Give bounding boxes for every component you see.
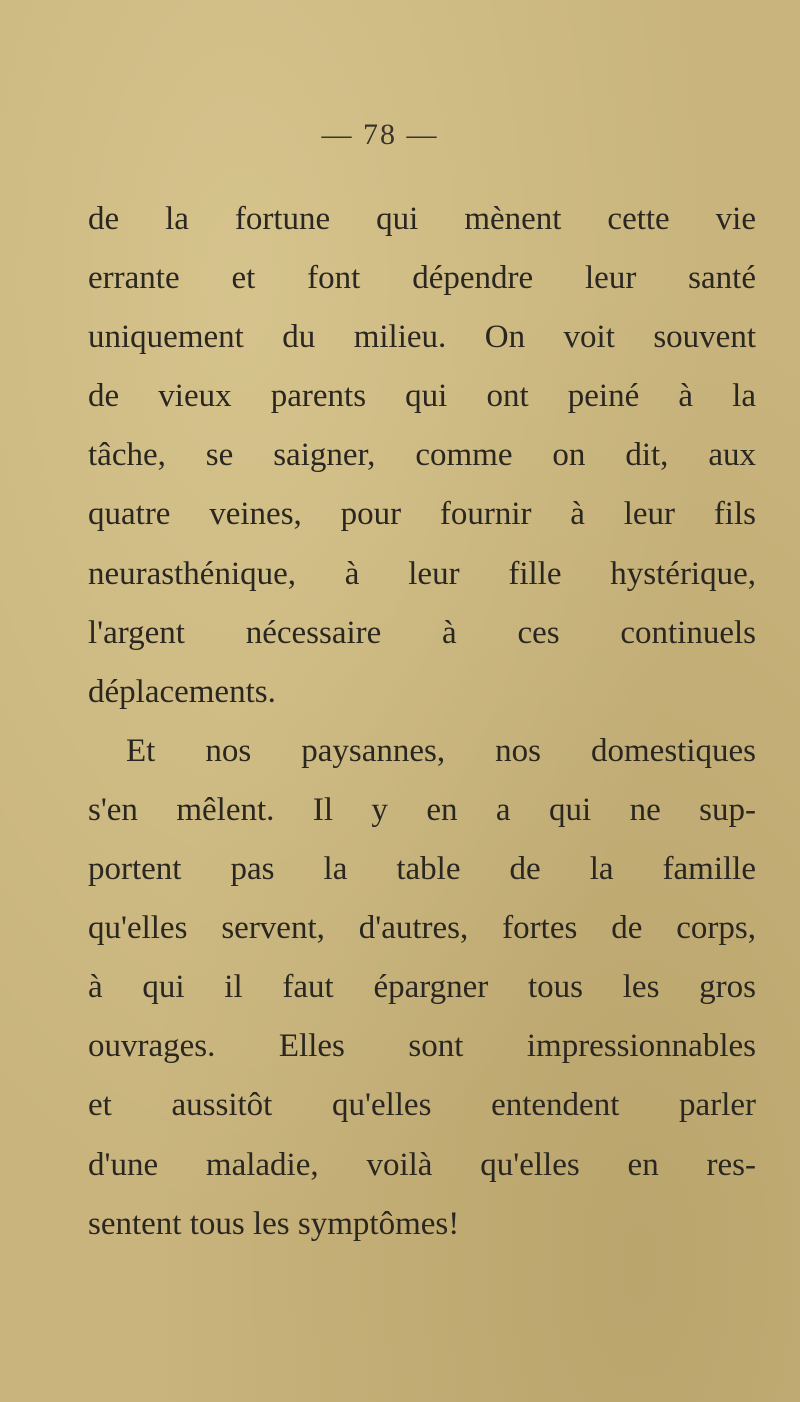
text-line: errante et font dépendre leur santé [88, 260, 756, 297]
page-number: — 78 — [321, 118, 439, 151]
text-line: s'en mêlent. Il y en a qui ne sup- [88, 791, 756, 828]
text-line: de vieux parents qui ont peiné à la [88, 378, 756, 415]
text-line: Et nos paysannes, nos domestiques [126, 732, 756, 769]
text-line: et aussitôt qu'elles entendent parler [88, 1087, 756, 1124]
text-line: uniquement du milieu. On voit souvent [88, 319, 756, 356]
text-line: de la fortune qui mènent cette vie [88, 201, 756, 237]
text-line: quatre veines, pour fournir à leur fils [88, 496, 756, 533]
text-line: l'argent nécessaire à ces continuels [88, 614, 756, 651]
body-text [88, 190, 756, 1254]
text-line: qu'elles servent, d'autres, fortes de corps, [88, 910, 756, 947]
text-line: neurasthénique, à leur fille hystérique, [88, 555, 756, 592]
text-line: déplacements. [88, 673, 276, 710]
text-line: à qui il faut épargner tous les gros [88, 969, 756, 1006]
text-line: d'une maladie, voilà qu'elles en res- [88, 1146, 756, 1183]
text-line: sentent tous les symptômes! [88, 1205, 460, 1242]
text-line: portent pas la table de la famille [88, 851, 756, 888]
text-line: tâche, se saigner, comme on dit, aux [88, 437, 756, 474]
text-line: ouvrages. Elles sont impressionnables [88, 1028, 756, 1065]
